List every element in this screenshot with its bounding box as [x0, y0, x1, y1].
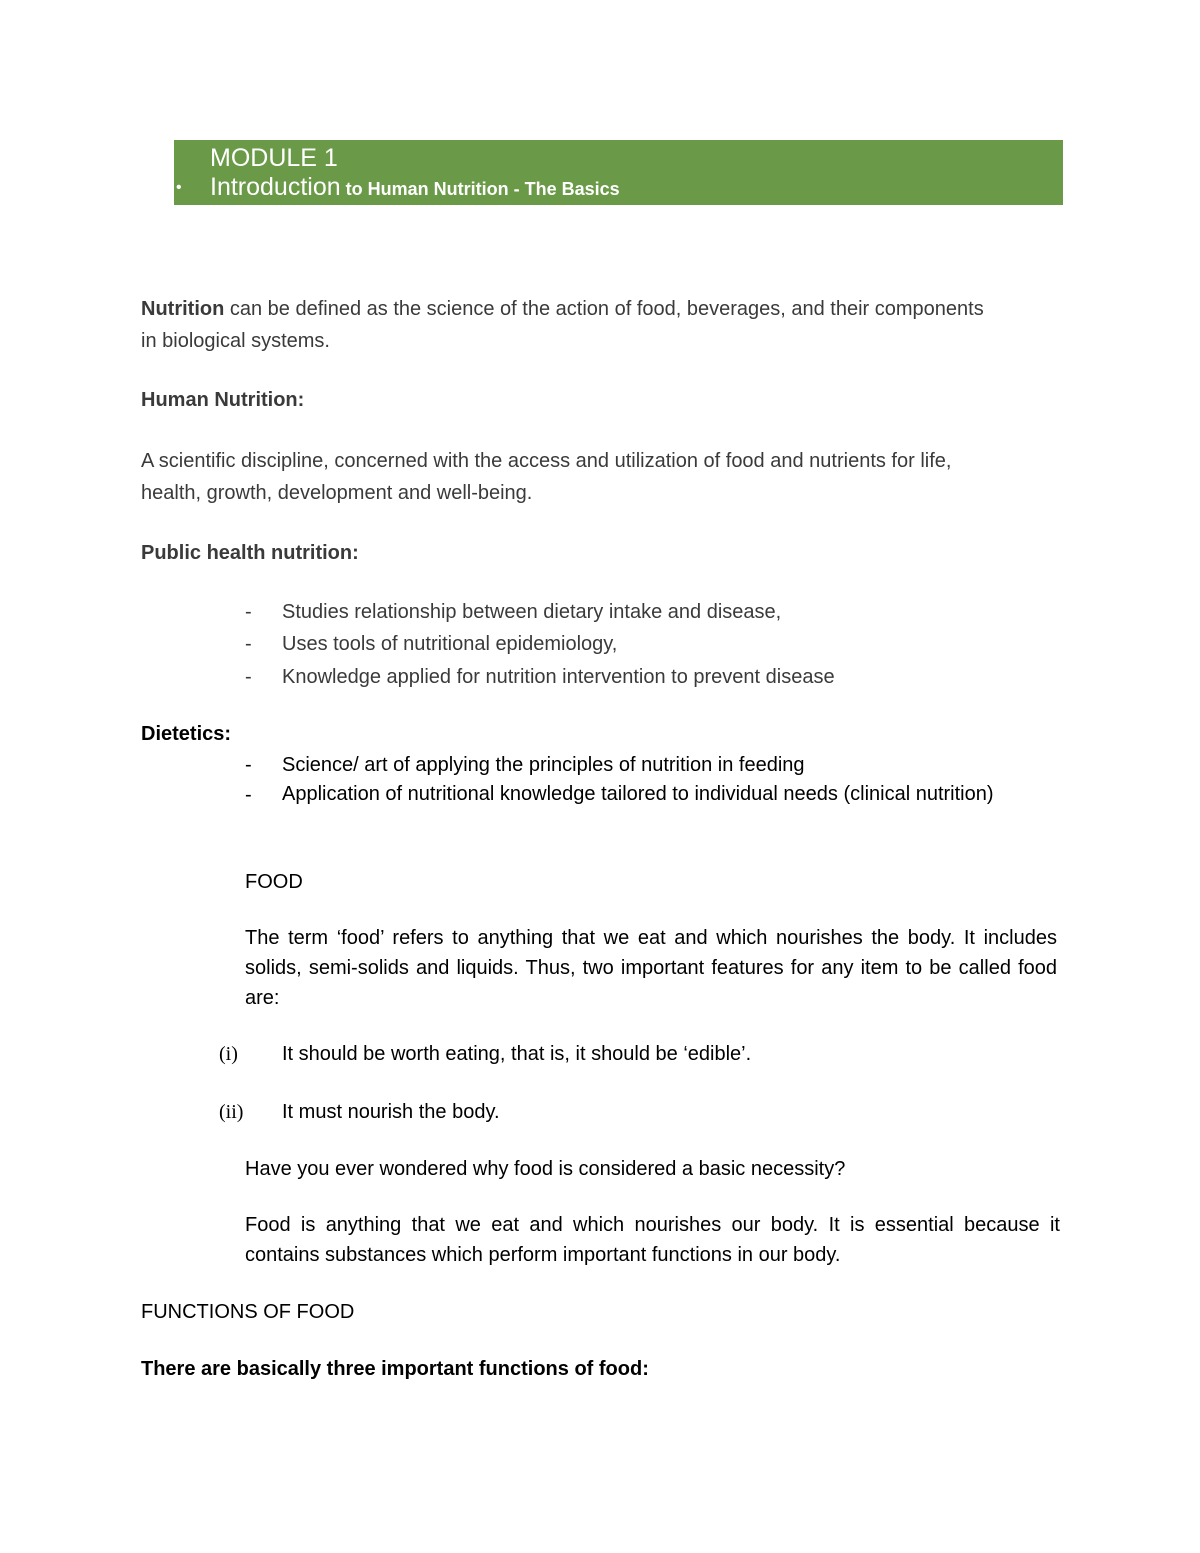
feature-text: It should be worth eating, that is, it should be ‘edible’. — [282, 1043, 752, 1065]
list-item: Uses tools of nutritional epidemiology, — [282, 633, 618, 655]
module-title-main: Introduction — [210, 173, 341, 201]
food-answer: Food is anything that we eat and which nourishes our body. It is essential because it contains substances which perform important functions in our body. — [245, 1214, 1060, 1266]
list-dash: - — [245, 754, 252, 776]
list-item: Studies relationship between dietary intake and disease, — [282, 601, 782, 623]
food-question: Have you ever wondered why food is considered a basic necessity? — [245, 1158, 846, 1180]
functions-heading: FUNCTIONS OF FOOD — [141, 1301, 355, 1323]
public-health-heading: Public health nutrition: — [141, 542, 359, 564]
feature-text: It must nourish the body. — [282, 1101, 500, 1123]
list-dash: - — [245, 666, 252, 688]
nutrition-definition-text: can be defined as the science of the action of food, beverages, and their components — [224, 298, 984, 320]
module-label: MODULE 1 — [210, 144, 338, 172]
list-dash: - — [245, 633, 252, 655]
nutrition-term: Nutrition — [141, 298, 225, 320]
list-item: Knowledge applied for nutrition intervention to prevent disease — [282, 666, 835, 688]
list-dash: - — [245, 784, 252, 806]
list-dash: - — [245, 601, 252, 623]
feature-marker: (i) — [219, 1043, 238, 1065]
human-nutrition-heading: Human Nutrition: — [141, 389, 305, 411]
bullet-icon: • — [176, 179, 182, 196]
food-heading: FOOD — [245, 871, 303, 893]
nutrition-definition-line2: in biological systems. — [141, 330, 330, 352]
list-item: Application of nutritional knowledge tailored to individual needs (clinical nutrition) — [282, 783, 994, 805]
module-title — [210, 172, 620, 206]
human-nutrition-line2: health, growth, development and well-being. — [141, 482, 533, 504]
food-paragraph: The term ‘food’ refers to anything that we eat and which nourishes the body. It includes solids, semi-solids and liquids. Thus, two important features for any item to be called food are: — [245, 927, 1057, 1009]
module-title-rest: to Human Nutrition - The Basics — [340, 179, 620, 199]
feature-marker: (ii) — [219, 1101, 244, 1123]
module-header-banner — [174, 140, 1063, 205]
dietetics-heading: Dietetics: — [141, 723, 232, 745]
nutrition-definition-line1 — [141, 293, 984, 325]
functions-intro: There are basically three important functions of food: — [141, 1358, 649, 1380]
human-nutrition-line1: A scientific discipline, concerned with the access and utilization of food and nutrients for life, — [141, 450, 952, 472]
list-item: Science/ art of applying the principles of nutrition in feeding — [282, 754, 805, 776]
